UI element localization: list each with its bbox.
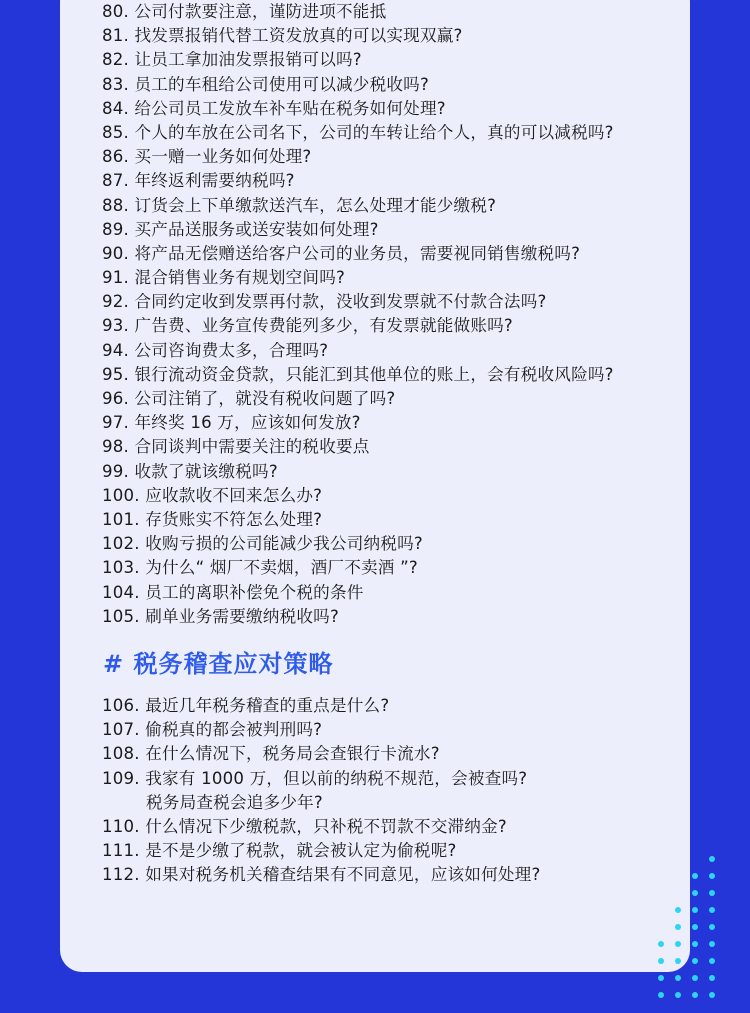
list-item: 91. 混合销售业务有规划空间吗? <box>102 268 345 288</box>
question-list-tax-planning <box>102 0 614 629</box>
list-item: 108. 在什么情况下，税务局会查银行卡流水? <box>102 744 440 764</box>
list-item: 92. 合同约定收到发票再付款，没收到发票就不付款合法吗? <box>102 292 547 312</box>
dot <box>692 907 698 913</box>
dot <box>658 992 664 998</box>
dot <box>675 941 681 947</box>
dot <box>709 890 715 896</box>
dot <box>692 873 698 879</box>
list-item: 101. 存货账实不符怎么处理? <box>102 509 323 529</box>
dot <box>658 958 664 964</box>
decorative-dot-grid <box>655 856 719 1006</box>
list-item: 90. 将产品无偿赠送给客户公司的业务员，需要视同销售缴税吗? <box>102 243 581 263</box>
dot <box>658 975 664 981</box>
list-item: 98. 合同谈判中需要关注的税收要点 <box>102 437 370 457</box>
dot <box>709 941 715 947</box>
list-item-continuation: 税务局查税会追多少年? <box>146 792 323 812</box>
dot <box>692 958 698 964</box>
dot <box>675 958 681 964</box>
list-item: 82. 让员工拿加油发票报销可以吗? <box>102 50 362 70</box>
list-item: 111. 是不是少缴了税款，就会被认定为偷税呢? <box>102 841 457 861</box>
dot <box>709 873 715 879</box>
dot <box>709 958 715 964</box>
dot <box>675 907 681 913</box>
list-item: 110. 什么情况下少缴税款，只补税不罚款不交滞纳金? <box>102 816 507 836</box>
list-item: 109. 我家有 1000 万，但以前的纳税不规范，会被查吗? <box>102 768 528 788</box>
list-item: 93. 广告费、业务宣传费能列多少，有发票就能做账吗? <box>102 316 513 336</box>
dot <box>709 992 715 998</box>
dot <box>675 992 681 998</box>
dot <box>709 924 715 930</box>
list-item: 88. 订货会上下单缴款送汽车，怎么处理才能少缴税? <box>102 195 497 215</box>
list-item: 94. 公司咨询费太多，合理吗? <box>102 340 329 360</box>
dot <box>692 975 698 981</box>
list-item: 86. 买一赠一业务如何处理? <box>102 147 312 167</box>
list-item: 85. 个人的车放在公司名下，公司的车转让给个人，真的可以减税吗? <box>102 122 614 142</box>
list-item: 84. 给公司员工发放车补车贴在税务如何处理? <box>102 98 446 118</box>
list-item: 87. 年终返利需要纳税吗? <box>102 171 295 191</box>
list-item: 102. 收购亏损的公司能减少我公司纳税吗? <box>102 534 423 554</box>
list-item: 89. 买产品送服务或送安装如何处理? <box>102 219 379 239</box>
list-item: 112. 如果对税务机关稽查结果有不同意见，应该如何处理? <box>102 865 541 885</box>
dot <box>675 924 681 930</box>
dot <box>709 856 715 862</box>
list-item: 97. 年终奖 16 万，应该如何发放? <box>102 413 361 433</box>
list-item: 81. 找发票报销代替工资发放真的可以实现双赢? <box>102 26 463 46</box>
dot <box>692 941 698 947</box>
dot <box>692 890 698 896</box>
dot <box>675 975 681 981</box>
dot <box>709 907 715 913</box>
dot <box>692 992 698 998</box>
list-item: 99. 收款了就该缴税吗? <box>102 461 278 481</box>
dot <box>658 941 664 947</box>
list-item: 83. 员工的车租给公司使用可以减少税收吗? <box>102 74 429 94</box>
section-heading: # 税务稽查应对策略 <box>103 650 334 678</box>
list-item: 80. 公司付款要注意，谨防进项不能抵 <box>102 2 387 21</box>
list-item: 105. 刷单业务需要缴纳税收吗? <box>102 606 339 626</box>
question-list-tax-audit <box>102 694 540 888</box>
list-item: 103. 为什么“ 烟厂不卖烟，酒厂不卖酒 ”? <box>102 558 418 578</box>
list-item: 95. 银行流动资金贷款，只能汇到其他单位的账上，会有税收风险吗? <box>102 364 614 384</box>
list-item: 106. 最近几年税务稽查的重点是什么? <box>102 696 390 715</box>
list-item: 107. 偷税真的都会被判刑吗? <box>102 720 323 740</box>
list-item: 96. 公司注销了，就没有税收问题了吗? <box>102 389 396 408</box>
list-item: 100. 应收款收不回来怎么办? <box>102 485 323 505</box>
dot <box>692 924 698 930</box>
dot <box>709 975 715 981</box>
list-item: 104. 员工的离职补偿免个税的条件 <box>102 582 364 602</box>
